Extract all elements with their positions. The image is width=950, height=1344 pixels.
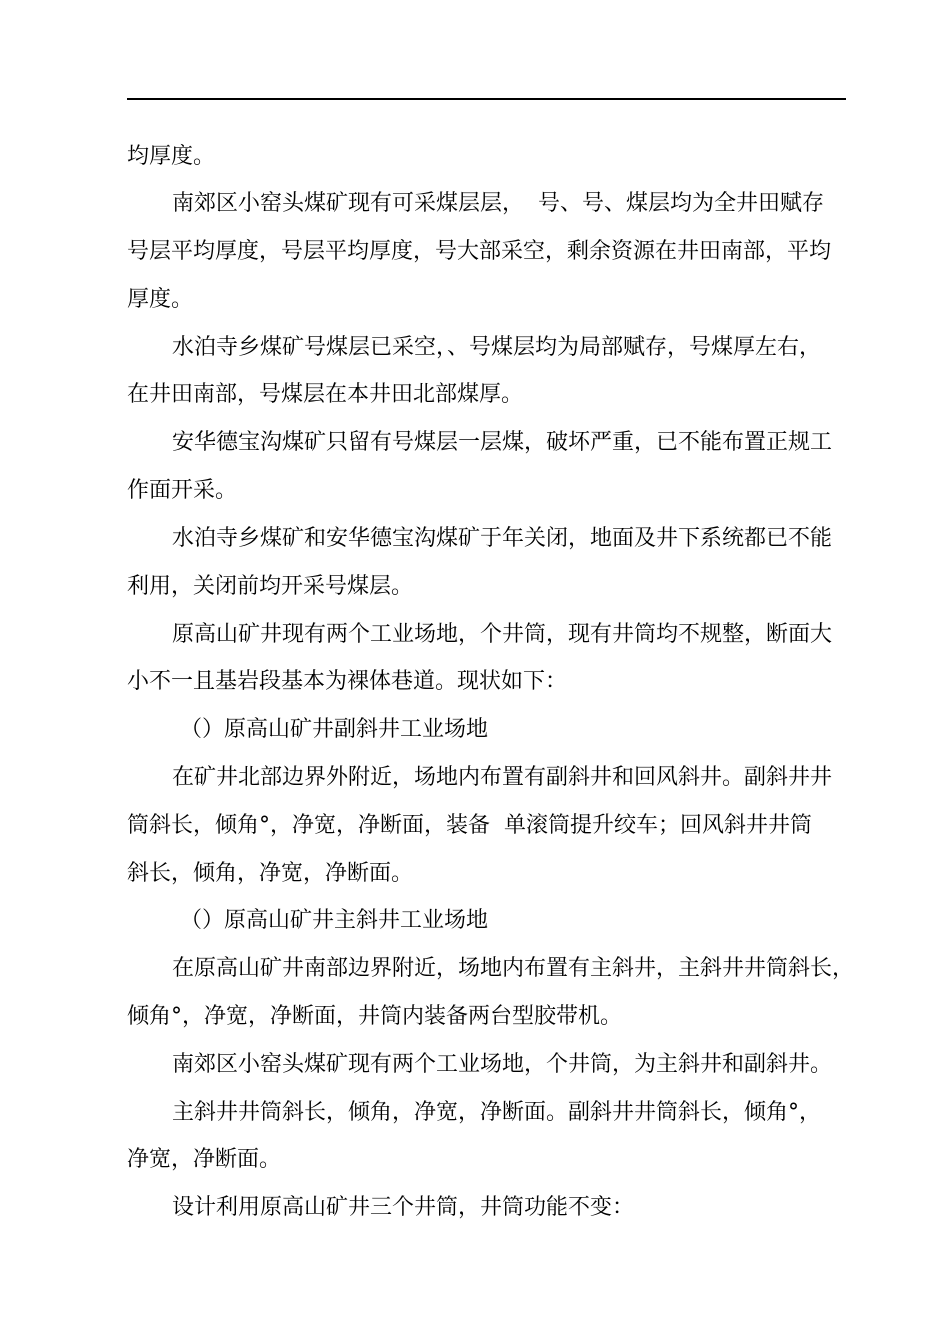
text-line: 在井田南部，号煤层在本井田北部煤厚。	[127, 382, 524, 407]
paragraph-line: 水泊寺乡煤矿和安华德宝沟煤矿于年关闭，地面及井下系统都已不能	[172, 526, 833, 551]
paragraph-line: 安华德宝沟煤矿只留有号煤层一层煤，破坏严重，已不能布置正规工	[172, 430, 833, 455]
text-line: 筒斜长，倾角°，净宽，净断面，装备 单滚筒提升绞车；回风斜井井筒	[127, 813, 812, 838]
text-line: 利用，关闭前均开采号煤层。	[127, 574, 414, 599]
paragraph-line: 主斜井井筒斜长，倾角，净宽，净断面。副斜井井筒斜长，倾角°，	[172, 1100, 822, 1125]
text-line: 倾角°，净宽，净断面，井筒内装备两台型胶带机。	[127, 1004, 623, 1029]
paragraph-line: 在矿井北部边界外附近，场地内布置有副斜井和回风斜井。副斜井井	[172, 765, 833, 790]
paragraph-line: 南郊区小窑头煤矿现有可采煤层层， 号、号、煤层均为全井田赋存	[172, 191, 824, 216]
text-line: 斜长，倾角，净宽，净断面。	[127, 861, 414, 886]
paragraph-line: 设计利用原高山矿井三个井筒，井筒功能不变：	[172, 1195, 635, 1220]
section-heading: （）原高山矿井副斜井工业场地	[180, 717, 489, 742]
text-line: 均厚度。	[127, 144, 216, 169]
text-line: 净宽，净断面。	[127, 1147, 282, 1172]
paragraph-line: 原高山矿井现有两个工业场地，个井筒，现有井筒均不规整，断面大	[172, 622, 833, 647]
paragraph-line: 水泊寺乡煤矿号煤层已采空，、号煤层均为局部赋存，号煤厚左右，	[172, 335, 822, 360]
header-rule	[127, 98, 846, 100]
text-line: 号层平均厚度，号层平均厚度，号大部采空，剩余资源在井田南部，平均	[127, 239, 832, 264]
paragraph-line: 南郊区小窑头煤矿现有两个工业场地，个井筒，为主斜井和副斜井。	[172, 1052, 833, 1077]
text-line: 厚度。	[127, 287, 194, 312]
text-line: 作面开采。	[127, 478, 238, 503]
paragraph-line: 在原高山矿井南部边界附近，场地内布置有主斜井，主斜井井筒斜长，	[172, 956, 855, 981]
section-heading: （）原高山矿井主斜井工业场地	[180, 908, 489, 933]
text-line: 小不一且基岩段基本为裸体巷道。现状如下：	[127, 669, 568, 694]
